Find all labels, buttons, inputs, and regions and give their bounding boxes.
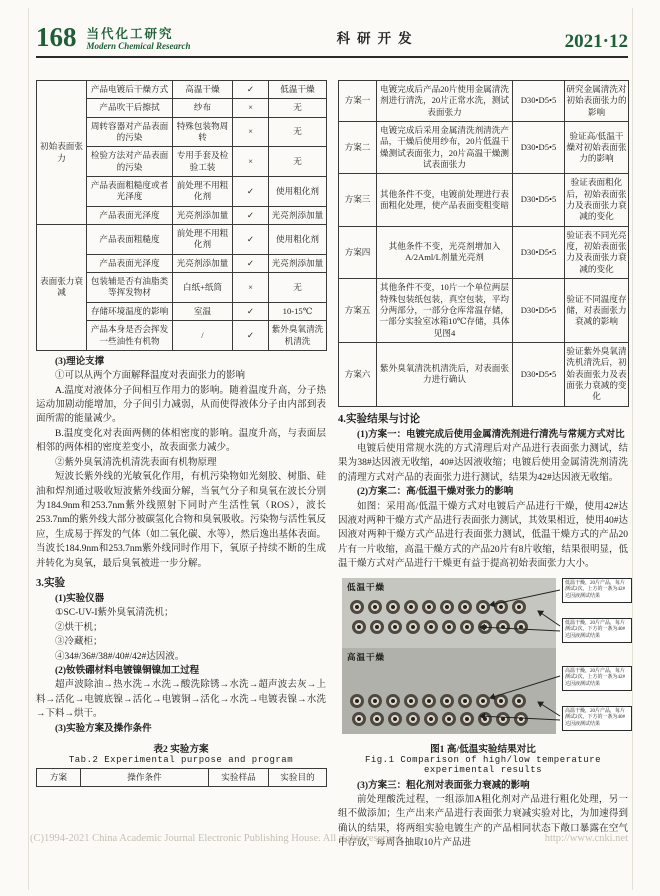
- paragraph: (3)方案三：粗化剂对表面张力衰减的影响: [357, 780, 530, 791]
- product-ring: [368, 694, 382, 708]
- paragraph: 图1 高/低温实验结果对比: [430, 743, 536, 755]
- product-ring: [460, 712, 474, 726]
- paragraph: 如图：采用高/低温干燥方式对电镀后产品进行干燥，使用42#达因液对两种干燥方式产品进行表面张力测试，其效果相近，使用40#达因液对两种干燥方式产品进行表面张力测试，低温干燥方式的产品20片有一片收缩，高温干燥方式的产品20片有8片收缩，结果很明显，低温干燥方式对产品进行干燥更有益于提高初始表面张力大小。: [338, 501, 628, 570]
- ring-center-dot: [429, 625, 433, 629]
- table-cell: 其他条件不变，10片一个单位两层特殊包装纸包装，真空包装，平均分两部分，一部分仓库常温存储，一部分实验室冰箱10℃存储，具体见图4: [377, 279, 513, 343]
- table-cell: 高温干燥: [173, 81, 233, 99]
- table-cell: 前处理不用粗化剂: [173, 225, 233, 255]
- paragraph: 电镀后使用常规水洗的方式清理后对产品进行表面张力测试，结果为38#达因液无收缩，40#达因液收缩；电镀后使用金属清洗剂清洗的清理方式对产品的表面张力进行测试，结果为42#达因液无收缩。: [338, 444, 628, 483]
- surface-tension-factor-table: [36, 80, 327, 351]
- table-cell: 检验方法对产品表面的污染: [87, 147, 173, 177]
- table-cell: 研究金属清洗对初始表面张力的影响: [565, 81, 629, 122]
- product-ring: [352, 712, 366, 726]
- paragraph: (3)理论支撑: [55, 356, 105, 367]
- group-cell: 表面张力衰减: [37, 225, 87, 351]
- table-cell: 产品表面光泽度: [87, 254, 173, 272]
- table-cell: 光亮剂添加量: [269, 254, 327, 272]
- figure-callout: 高温干燥，20片产品，每片测试2次，上方的一条为42#达因液测试结果: [562, 666, 632, 692]
- table-cell: ×: [233, 117, 269, 147]
- ring-center-dot: [355, 605, 359, 609]
- ring-center-dot: [355, 699, 359, 703]
- group-cell: 初始表面张力: [37, 81, 87, 225]
- ring-center-dot: [427, 605, 431, 609]
- ring-center-dot: [463, 605, 467, 609]
- table-cell: 其他条件不变，光亮剂增加入A/2Aml/L剂量光亮剂: [377, 226, 513, 278]
- section-header: 科研开发: [336, 31, 419, 46]
- watermark-text: (C)1994-2021 China Academic Journal Electronic Publishing House. All rights reserved.: [30, 833, 404, 844]
- product-ring: [494, 600, 508, 614]
- table-row: [339, 342, 629, 406]
- ring-center-dot: [517, 605, 521, 609]
- paragraph: experimental results: [423, 764, 543, 775]
- product-ring: [424, 712, 438, 726]
- product-ring: [458, 694, 472, 708]
- scheme-table: [338, 80, 629, 407]
- product-ring: [458, 600, 472, 614]
- table-cell: 使用粗化剂: [269, 225, 327, 255]
- paragraph: Fig.1 Comparison of high/low temperature: [364, 754, 602, 765]
- scheme-label-cell: 方案五: [339, 279, 377, 343]
- table-cell: 验证紫外臭氧清洗机清洗后，初始表面张力及表面张力衰减的变化: [565, 342, 629, 406]
- product-ring: [442, 712, 456, 726]
- table-cell: D30•D5•5: [513, 174, 565, 226]
- ring-center-dot: [393, 625, 397, 629]
- paragraph: ②烘干机；: [55, 622, 103, 633]
- table-cell: 周转容器对产品表面的污染: [87, 117, 173, 147]
- table-cell: 产品表面粗糙度或者光泽度: [87, 177, 173, 207]
- ring-center-dot: [481, 605, 485, 609]
- ring-center-dot: [373, 699, 377, 703]
- ring-center-dot: [427, 699, 431, 703]
- paragraph: (2)钕铁硼材料电镀镍铜镍加工过程: [55, 665, 200, 676]
- table-cell: 室温: [173, 302, 233, 320]
- ring-center-dot: [391, 605, 395, 609]
- figure1: [338, 578, 628, 736]
- product-ring: [512, 600, 526, 614]
- table2-caption-cn: 表2 实验方案: [153, 744, 209, 755]
- table-cell: 无: [269, 99, 327, 117]
- table-cell: ✓: [233, 254, 269, 272]
- product-ring: [494, 694, 508, 708]
- column-header: 操作条件: [81, 769, 209, 787]
- ring-center-dot: [519, 625, 523, 629]
- table-cell: 无: [269, 273, 327, 303]
- ring-center-dot: [447, 625, 451, 629]
- journal-title-en: Modern Chemical Research: [86, 40, 191, 51]
- paragraph: B.温度变化对表面两侧的体相密度的影响。温度升高，与表面层相邻的两体相的密度差变小，故表面张力减少。: [36, 428, 326, 454]
- table-cell: 电镀完成后采用金属清洗剂清洗产品，干燥后使用纱布，20片低温干燥测试表面张力，20片高温干燥测试表面张力: [377, 122, 513, 174]
- ring-center-dot: [375, 625, 379, 629]
- paragraph: ④34#/36#/38#/40#/42#达因液。: [55, 651, 185, 662]
- table-cell: 光亮剂添加量: [173, 254, 233, 272]
- paragraph: (1)方案一：电镀完成后使用金属清洗剂进行清洗与常规方式对比: [357, 429, 625, 440]
- table-cell: 专用手套及检验工装: [173, 147, 233, 177]
- product-ring: [404, 694, 418, 708]
- table-cell: 紫外臭氧清洗机清洗后，对表面张力进行确认: [377, 342, 513, 406]
- table-cell: 无: [269, 147, 327, 177]
- ring-center-dot: [445, 699, 449, 703]
- table-cell: 光亮剂添加量: [269, 206, 327, 224]
- scheme-label-cell: 方案三: [339, 174, 377, 226]
- table-cell: 产品吹干后擦拭: [87, 99, 173, 117]
- ring-center-dot: [357, 717, 361, 721]
- table-row: [37, 81, 327, 99]
- journal-title-cn: 当代化工研究: [86, 27, 174, 42]
- product-ring: [388, 712, 402, 726]
- table-cell: 低温干燥: [269, 81, 327, 99]
- table-cell: ✓: [233, 177, 269, 207]
- paragraph: 超声波除油→热水洗→水洗→酸洗除锈→水洗→超声波去灰→上料→活化→电镀底镍→活化→电镀铜→活化→水洗→电镀表镍→水洗→下料→烘干。: [36, 680, 326, 720]
- table-cell: 紫外臭氧清洗机清洗: [269, 321, 327, 351]
- table-row: [339, 122, 629, 174]
- table-row: [339, 81, 629, 122]
- table-cell: 产品表面粗糙度: [87, 225, 173, 255]
- issue-label: 2021·12: [564, 31, 628, 52]
- ring-center-dot: [375, 717, 379, 721]
- table-cell: 存储环境温度的影响: [87, 302, 173, 320]
- table-row: [37, 225, 327, 255]
- ring-center-dot: [501, 625, 505, 629]
- table-row: [339, 174, 629, 226]
- ring-center-dot: [409, 605, 413, 609]
- table-cell: 验证高/低温干燥对初始表面张力的影响: [565, 122, 629, 174]
- table-cell: 白纸+纸筒: [173, 273, 233, 303]
- ring-center-dot: [391, 699, 395, 703]
- product-ring: [370, 712, 384, 726]
- page-number: 168: [36, 22, 77, 52]
- product-ring: [424, 620, 438, 634]
- table-cell: 无: [269, 117, 327, 147]
- paragraph: (2)方案二：高/低温干燥对张力的影响: [357, 487, 514, 498]
- ring-center-dot: [447, 717, 451, 721]
- product-ring: [496, 620, 510, 634]
- table-cell: 纱布: [173, 99, 233, 117]
- ring-center-dot: [481, 699, 485, 703]
- table-header-row: [37, 769, 327, 787]
- watermark-url: http://www.cnki.net: [544, 833, 628, 844]
- product-ring: [512, 694, 526, 708]
- table-row: [339, 226, 629, 278]
- section-heading: 4.实验结果与讨论: [338, 413, 421, 425]
- table-cell: 前处理不用粗化剂: [173, 177, 233, 207]
- ring-center-dot: [499, 605, 503, 609]
- paragraph: (3)实验方案及操作条件: [55, 723, 152, 734]
- product-ring: [368, 600, 382, 614]
- product-ring: [350, 600, 364, 614]
- table-cell: ✓: [233, 81, 269, 99]
- paragraph: ②紫外臭氧清洗机清洗表面有机物原理: [55, 457, 217, 468]
- ring-center-dot: [445, 605, 449, 609]
- product-ring: [442, 620, 456, 634]
- left-column: [36, 80, 326, 851]
- scheme-label-cell: 方案二: [339, 122, 377, 174]
- product-row: [350, 712, 530, 726]
- table-cell: ×: [233, 147, 269, 177]
- table-cell: 产品电镀后干燥方式: [87, 81, 173, 99]
- column-header: 实验样品: [209, 769, 269, 787]
- product-ring: [440, 694, 454, 708]
- ring-center-dot: [465, 717, 469, 721]
- paragraph: 前处理酸洗过程，一组添加A粗化剂对产品进行粗化处理，另一组不做添加；生产出来产品进行表面张力衰减实验对比，为加速得到确认的结果，将两组实验电镀生产的产品相同状态下敞口暴露在空气中存放，每周各抽取10片产品进: [338, 795, 628, 849]
- paragraph: ③冷藏柜；: [55, 637, 103, 648]
- product-ring: [514, 712, 528, 726]
- ring-center-dot: [393, 717, 397, 721]
- product-ring: [388, 620, 402, 634]
- right-column: [338, 80, 628, 851]
- column-header: 实验目的: [269, 769, 327, 787]
- scheme-label-cell: 方案四: [339, 226, 377, 278]
- table2-caption-en: Tab.2 Experimental purpose and program: [68, 755, 294, 765]
- product-ring: [406, 620, 420, 634]
- column-header: 方案: [37, 769, 81, 787]
- scheme-label-cell: 方案六: [339, 342, 377, 406]
- high-temp-panel: [342, 648, 556, 734]
- ring-center-dot: [409, 699, 413, 703]
- product-ring: [460, 620, 474, 634]
- results-text-block: [338, 411, 628, 572]
- table-cell: ✓: [233, 206, 269, 224]
- product-ring: [404, 600, 418, 614]
- table-cell: D30•D5•5: [513, 226, 565, 278]
- ring-center-dot: [429, 717, 433, 721]
- product-ring: [496, 712, 510, 726]
- paragraph: 短波长紫外线的光敏氧化作用，有机污染物如光刻胶、树脂、硅油和焊剂通过吸收短波紫外线面分解，当氧气分子和臭氧在波长分别为184.9nm和253.7nm紫外线照射下同时产生活性氧（ROS），波长253.7nm的紫外线大部分被碳氢化合物和臭氧吸收。污染物与活性氧反应，生成易于挥发的气体（如二氧化碳、水等），然后逸出基体表面。当波长184.9nm和253.7nm紫外线同时作用下，氧原子持续不断的生成并转化为臭氧，最后臭氧被进一步分解。: [36, 472, 327, 569]
- ring-center-dot: [411, 717, 415, 721]
- product-ring: [514, 620, 528, 634]
- table-cell: /: [173, 321, 233, 351]
- ring-center-dot: [373, 605, 377, 609]
- table-cell: 10-15℃: [269, 302, 327, 320]
- product-ring: [406, 712, 420, 726]
- section-heading: 3.实验: [36, 577, 66, 589]
- product-ring: [476, 600, 490, 614]
- product-ring: [422, 600, 436, 614]
- table-cell: D30•D5•5: [513, 81, 565, 122]
- product-row: [348, 694, 528, 708]
- product-ring: [350, 694, 364, 708]
- table-cell: 验证不同温度存储，对表面张力衰减的影响: [565, 279, 629, 343]
- scheme-label-cell: 方案一: [339, 81, 377, 122]
- table-cell: 光亮剂添加量: [173, 206, 233, 224]
- table-cell: 产品表面光泽度: [87, 206, 173, 224]
- product-ring: [386, 694, 400, 708]
- product-ring: [386, 600, 400, 614]
- product-row: [350, 620, 530, 634]
- table-cell: ×: [233, 273, 269, 303]
- table-cell: ✓: [233, 321, 269, 351]
- table-cell: 验证表不同光亮度，初始表面张力及表面张力衰减的变化: [565, 226, 629, 278]
- ring-center-dot: [483, 717, 487, 721]
- table-cell: 验证表面粗化后，初始表面张力及表面张力衰减的变化: [565, 174, 629, 226]
- page-header: [36, 24, 628, 58]
- ring-center-dot: [483, 625, 487, 629]
- cnki-watermark: [30, 833, 628, 844]
- product-ring: [370, 620, 384, 634]
- product-ring: [478, 620, 492, 634]
- table-cell: D30•D5•5: [513, 342, 565, 406]
- product-ring: [440, 600, 454, 614]
- table-cell: 其他条件不变，电镀前处理进行表面粗化处理，使产品表面变粗变暗: [377, 174, 513, 226]
- product-ring: [478, 712, 492, 726]
- high-temp-label: 高温干燥: [347, 651, 386, 662]
- low-temp-label: 低温干燥: [347, 581, 386, 592]
- ring-center-dot: [463, 699, 467, 703]
- table-row: [339, 279, 629, 343]
- ring-center-dot: [411, 625, 415, 629]
- journal-title: [87, 28, 191, 51]
- ring-center-dot: [499, 699, 503, 703]
- paragraph: ①可以从两个方面解释温度对表面张力的影响: [55, 371, 246, 382]
- low-temp-panel: [342, 578, 556, 648]
- left-text-block: [36, 355, 326, 736]
- page-body: [36, 80, 628, 851]
- paragraph: (1)实验仪器: [55, 593, 105, 604]
- table-cell: 产品本身是否会挥发一些油性有机物: [87, 321, 173, 351]
- table-cell: ✓: [233, 302, 269, 320]
- figure-callout: 低温干燥，20片产品，每片测试2次，上方的一条为42#达因液测试结果: [562, 578, 632, 604]
- table-cell: 使用粗化剂: [269, 177, 327, 207]
- figure-callout: 低温干燥，20片产品，每片测试2次，下方的一条为40#达因液测试结果: [562, 618, 632, 644]
- product-row: [348, 600, 528, 614]
- table-cell: ×: [233, 99, 269, 117]
- paragraph: ①SC-UV-I紫外臭氧清洗机；: [55, 608, 174, 619]
- table-cell: 特殊包装物周转: [173, 117, 233, 147]
- ring-center-dot: [519, 717, 523, 721]
- table-cell: D30•D5•5: [513, 122, 565, 174]
- product-ring: [422, 694, 436, 708]
- table-cell: 电镀完成后产品20片使用金属清洗剂进行清洗，20片正常水洗，测试表面张力: [377, 81, 513, 122]
- experimental-program-table: [36, 768, 327, 787]
- ring-center-dot: [465, 625, 469, 629]
- table-cell: 包装辅是否有油脂类等挥发物材: [87, 273, 173, 303]
- product-ring: [476, 694, 490, 708]
- table-cell: ✓: [233, 225, 269, 255]
- paragraph: A.温度对液体分子间相互作用力的影响。随着温度升高，分子热运动加剧动能增加，分子间引力减弱，从而使得液体分子由内部到表面所需的能量减少。: [36, 385, 326, 425]
- figure-callout: 高温干燥，20片产品，每片测试2次，下方的一条为40#达因液测试结果: [562, 706, 632, 732]
- table-cell: D30•D5•5: [513, 279, 565, 343]
- product-ring: [352, 620, 366, 634]
- ring-center-dot: [517, 699, 521, 703]
- ring-center-dot: [357, 625, 361, 629]
- figure1-photo: [342, 578, 556, 734]
- ring-center-dot: [501, 717, 505, 721]
